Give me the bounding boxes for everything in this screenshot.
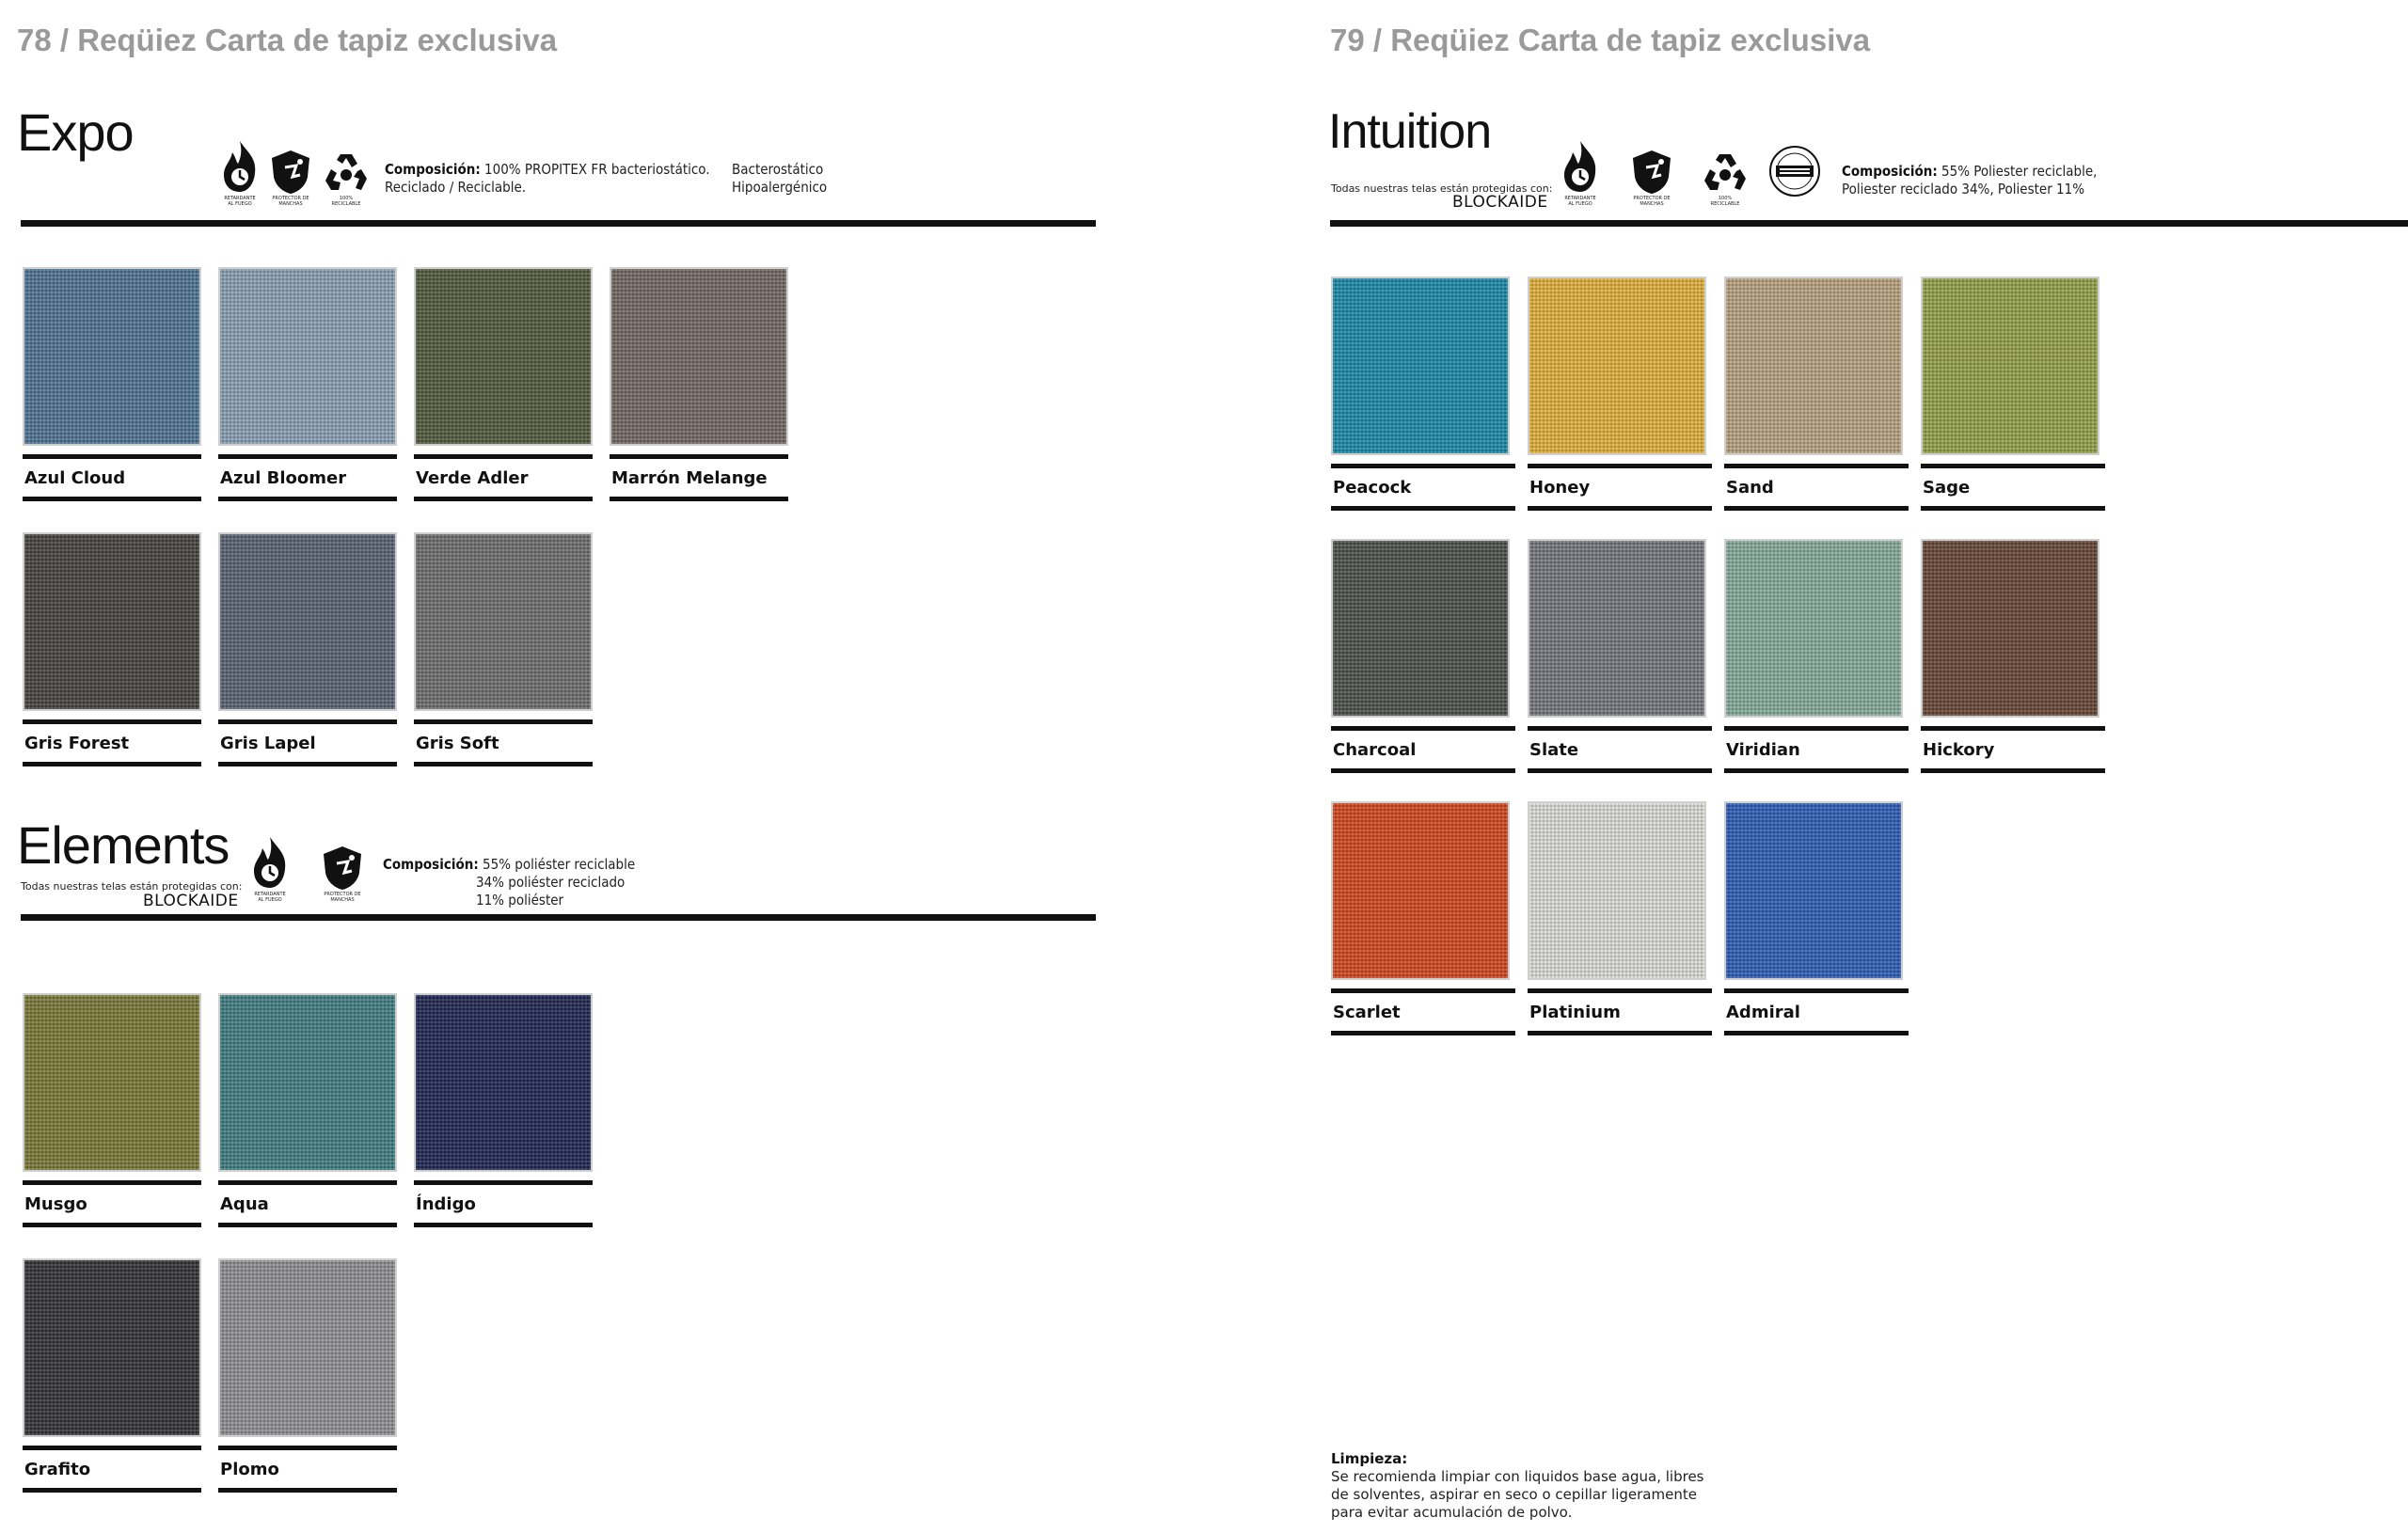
fabric-texture [414,993,593,1172]
fabric-swatch [1528,801,1706,980]
composition-line: Reciclado / Reciclable. [385,179,527,196]
flame-retardant-icon: RETARDANTE AL FUEGO [249,835,291,903]
swatch-name: Viridian [1724,726,1909,773]
fabric-texture [1724,801,1903,980]
swatch-name: Musgo [23,1180,201,1227]
intuition-composition [1842,163,2097,198]
section-divider-expo [21,220,1096,227]
fabric-swatch [218,1258,397,1437]
page-header-right: 79 / Reqüiez Carta de tapiz exclusiva [1330,23,1871,57]
section-divider-elements [21,914,1096,921]
fabric-swatch [23,993,201,1172]
composition-label: Composición: [1842,163,1938,180]
fabric-swatch [1921,277,2099,455]
swatch-name: Gris Soft [414,719,593,766]
section-title-elements: Elements [17,815,230,875]
fabric-texture [1528,539,1706,718]
swatch-name: Sand [1724,464,1909,511]
fabric-swatch [1528,539,1706,718]
swatch-name: Marrón Melange [610,454,788,501]
fabric-swatch [23,1258,201,1437]
fabric-swatch [1724,277,1903,455]
fabric-swatch [218,993,397,1172]
fabric-texture [218,532,397,711]
fabric-swatch [1724,539,1903,718]
protected-with-text: Todas nuestras telas están protegidas con: [21,880,243,893]
section-title-expo: Expo [17,103,134,162]
fabric-swatch [218,532,397,711]
cleaning-title: Limpieza: [1331,1450,1408,1467]
stain-protector-icon: PROTECTOR DE MANCHAS [1629,149,1674,207]
swatch-name: Gris Lapel [218,719,397,766]
fabric-texture [1331,539,1510,718]
blockaide-brand: BLOCKAIDE [1452,193,1548,212]
fabric-texture [1331,801,1510,980]
fabric-swatch [1921,539,2099,718]
swatch-name: Slate [1528,726,1712,773]
elements-composition [383,856,635,909]
fabric-texture [1921,539,2099,718]
swatch-name: Platinium [1528,988,1712,1035]
swatch-name: Peacock [1331,464,1515,511]
fabric-texture [1724,539,1903,718]
swatch-name: Grafito [23,1446,201,1493]
swatch-name: Scarlet [1331,988,1515,1035]
fabric-texture [23,267,201,446]
cleaning-line: de solventes, aspirar en seco o cepillar ligeramente [1331,1486,1697,1503]
fabric-swatch [23,267,201,446]
fabric-swatch [1331,277,1510,455]
feature-hypoallergenic: Hipoalergénico [732,179,828,196]
composition-label: Composición: [385,161,481,178]
recycle-icon: 100% RECICLABLE [324,149,369,207]
fabric-texture [218,1258,397,1437]
fabric-texture [218,993,397,1172]
cleaning-line: para evitar acumulación de polvo. [1331,1504,1573,1521]
fabric-texture [414,267,593,446]
fabric-swatch [1331,801,1510,980]
cleaning-instructions [1331,1450,1704,1522]
swatch-name: Gris Forest [23,719,201,766]
fabric-swatch [1331,539,1510,718]
fabric-texture [23,1258,201,1437]
fabric-texture [1724,277,1903,455]
flame-retardant-icon: RETARDANTE AL FUEGO [219,139,261,207]
swatch-name: Azul Cloud [23,454,201,501]
swatch-name: Admiral [1724,988,1909,1035]
swatch-name: Verde Adler [414,454,593,501]
fabric-texture [1528,801,1706,980]
fabric-swatch [23,532,201,711]
protected-with-text: Todas nuestras telas están protegidas con: [1331,182,1553,195]
section-divider-intuition [1330,220,2408,227]
fabric-texture [23,532,201,711]
fabric-swatch [1724,801,1903,980]
swatch-name: Azul Bloomer [218,454,397,501]
flame-retardant-icon: RETARDANTE AL FUEGO [1560,139,1601,207]
swatch-name: Honey [1528,464,1712,511]
fabric-texture [414,532,593,711]
page-header-left: 78 / Reqüiez Carta de tapiz exclusiva [17,23,558,57]
fabric-texture [218,267,397,446]
fabric-swatch [1528,277,1706,455]
swatch-name: Sage [1921,464,2105,511]
section-title-intuition: Intuition [1328,104,1492,159]
composition-line: 100% PROPITEX FR bacteriostático. [484,161,710,178]
composition-line: 11% poliéster [476,892,564,909]
composition-line: 55% Poliester reciclable, [1941,163,2098,180]
fabric-swatch [414,267,593,446]
stain-protector-icon: PROTECTOR DE MANCHAS [268,149,313,207]
swatch-name: Plomo [218,1446,397,1493]
composition-label: Composición: [383,856,479,873]
fabric-swatch [414,993,593,1172]
fabric-swatch [414,532,593,711]
carbon-neutral-icon [1768,145,1821,198]
fabric-swatch [218,267,397,446]
swatch-name: Charcoal [1331,726,1515,773]
fabric-swatch [610,267,788,446]
fabric-texture [1331,277,1510,455]
composition-line: Poliester reciclado 34%, Poliester 11% [1842,181,2085,198]
feature-bacteriostatic: Bacterostático [732,161,824,178]
fabric-texture [23,993,201,1172]
swatch-name: Hickory [1921,726,2105,773]
recycle-icon: 100% RECICLABLE [1703,149,1748,207]
fabric-texture [1528,277,1706,455]
swatch-name: Índigo [414,1180,593,1227]
composition-line: 55% poliéster reciclable [483,856,636,873]
fabric-texture [610,267,788,446]
fabric-texture [1921,277,2099,455]
blockaide-brand: BLOCKAIDE [143,892,239,910]
composition-line: 34% poliéster reciclado [476,874,626,891]
cleaning-line: Se recomienda limpiar con liquidos base agua, libres [1331,1468,1704,1485]
swatch-name: Aqua [218,1180,397,1227]
expo-composition [385,161,710,197]
stain-protector-icon: PROTECTOR DE MANCHAS [320,845,365,903]
expo-features [732,161,827,197]
